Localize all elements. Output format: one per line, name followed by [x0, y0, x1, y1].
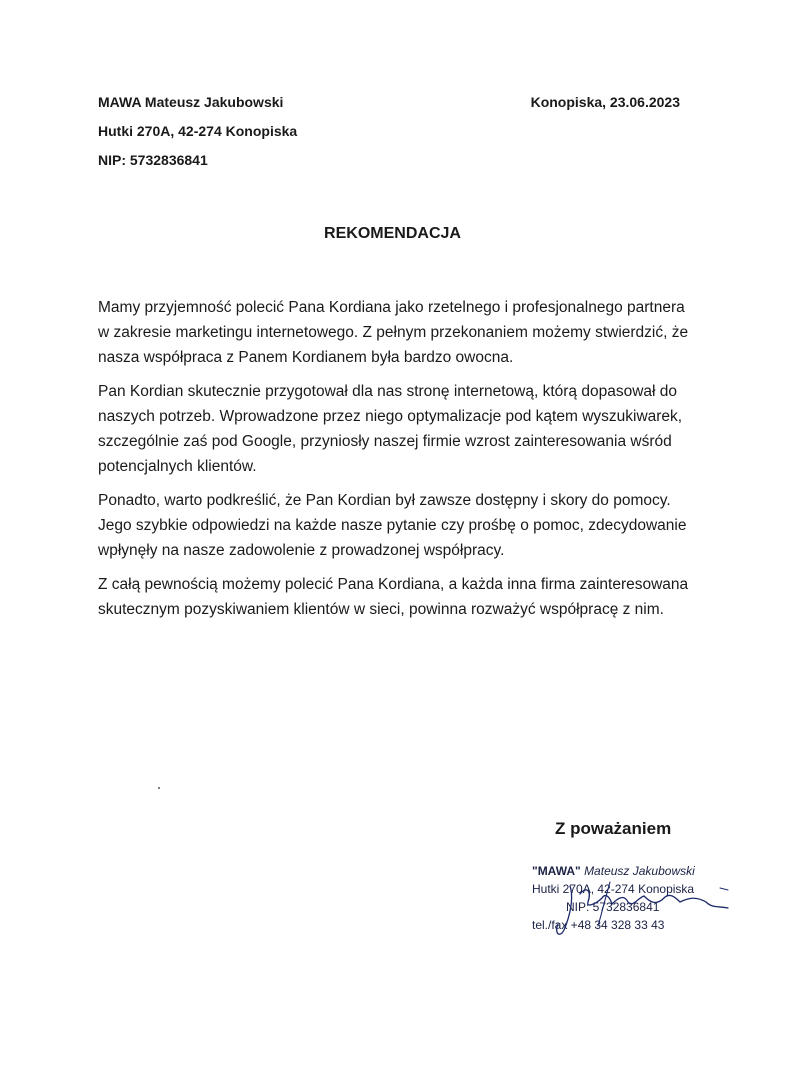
sender-nip: NIP: 5732836841: [98, 152, 208, 168]
scan-speck: [158, 787, 160, 789]
stamp-name: Mateusz Jakubowski: [584, 864, 695, 878]
place-date: Konopiska, 23.06.2023: [530, 94, 680, 110]
document-title: REKOMENDACJA: [324, 225, 461, 242]
closing-salutation: Z poważaniem: [555, 819, 672, 838]
sender-block: [98, 92, 297, 179]
handwritten-signature: [540, 868, 740, 948]
sender-address: Hutki 270A, 42-274 Konopiska: [98, 123, 298, 139]
sender-name: MAWA Mateusz Jakubowski: [98, 94, 284, 110]
paragraph: Mamy przyjemność polecić Pana Kordiana jako rzetelnego i profesjonalnego partnera w zakresie marketingu internetowego. Z pełnym przekonaniem możemy stwierdzić, że nasza współpraca z Panem Kordianem była bardzo owocna.: [98, 299, 689, 366]
letter-body: [98, 295, 698, 631]
stamp-address: Hutki 270A, 42-274 Konopiska: [532, 882, 695, 896]
stamp-company: "MAWA": [532, 864, 581, 878]
paragraph: Z całą pewnością możemy polecić Pana Kordiana, a każda inna firma zainteresowana skutecznym pozyskiwaniem klientów w sieci, powinna rozważyć współpracę z nim.: [98, 576, 689, 618]
paragraph: Pan Kordian skutecznie przygotował dla nas stronę internetową, którą dopasował do naszych potrzeb. Wprowadzone przez niego optymalizacje pod kątem wyszukiwarek, szczególnie zaś pod Google, przyniosły naszej firmie wzrost zainteresowania wśród potencjalnych klientów.: [98, 383, 683, 475]
stamp-phone: tel./fax +48 34 328 33 43: [532, 918, 665, 932]
stamp-nip: NIP: 5732836841: [566, 900, 660, 914]
paragraph: Ponadto, warto podkreślić, że Pan Kordian był zawsze dostępny i skory do pomocy. Jego szybkie odpowiedzi na każde nasze pytanie czy prośbę o pomoc, zdecydowanie wpłynęły na nasze zadowolenie z prowadzonej współpracy.: [98, 492, 687, 559]
